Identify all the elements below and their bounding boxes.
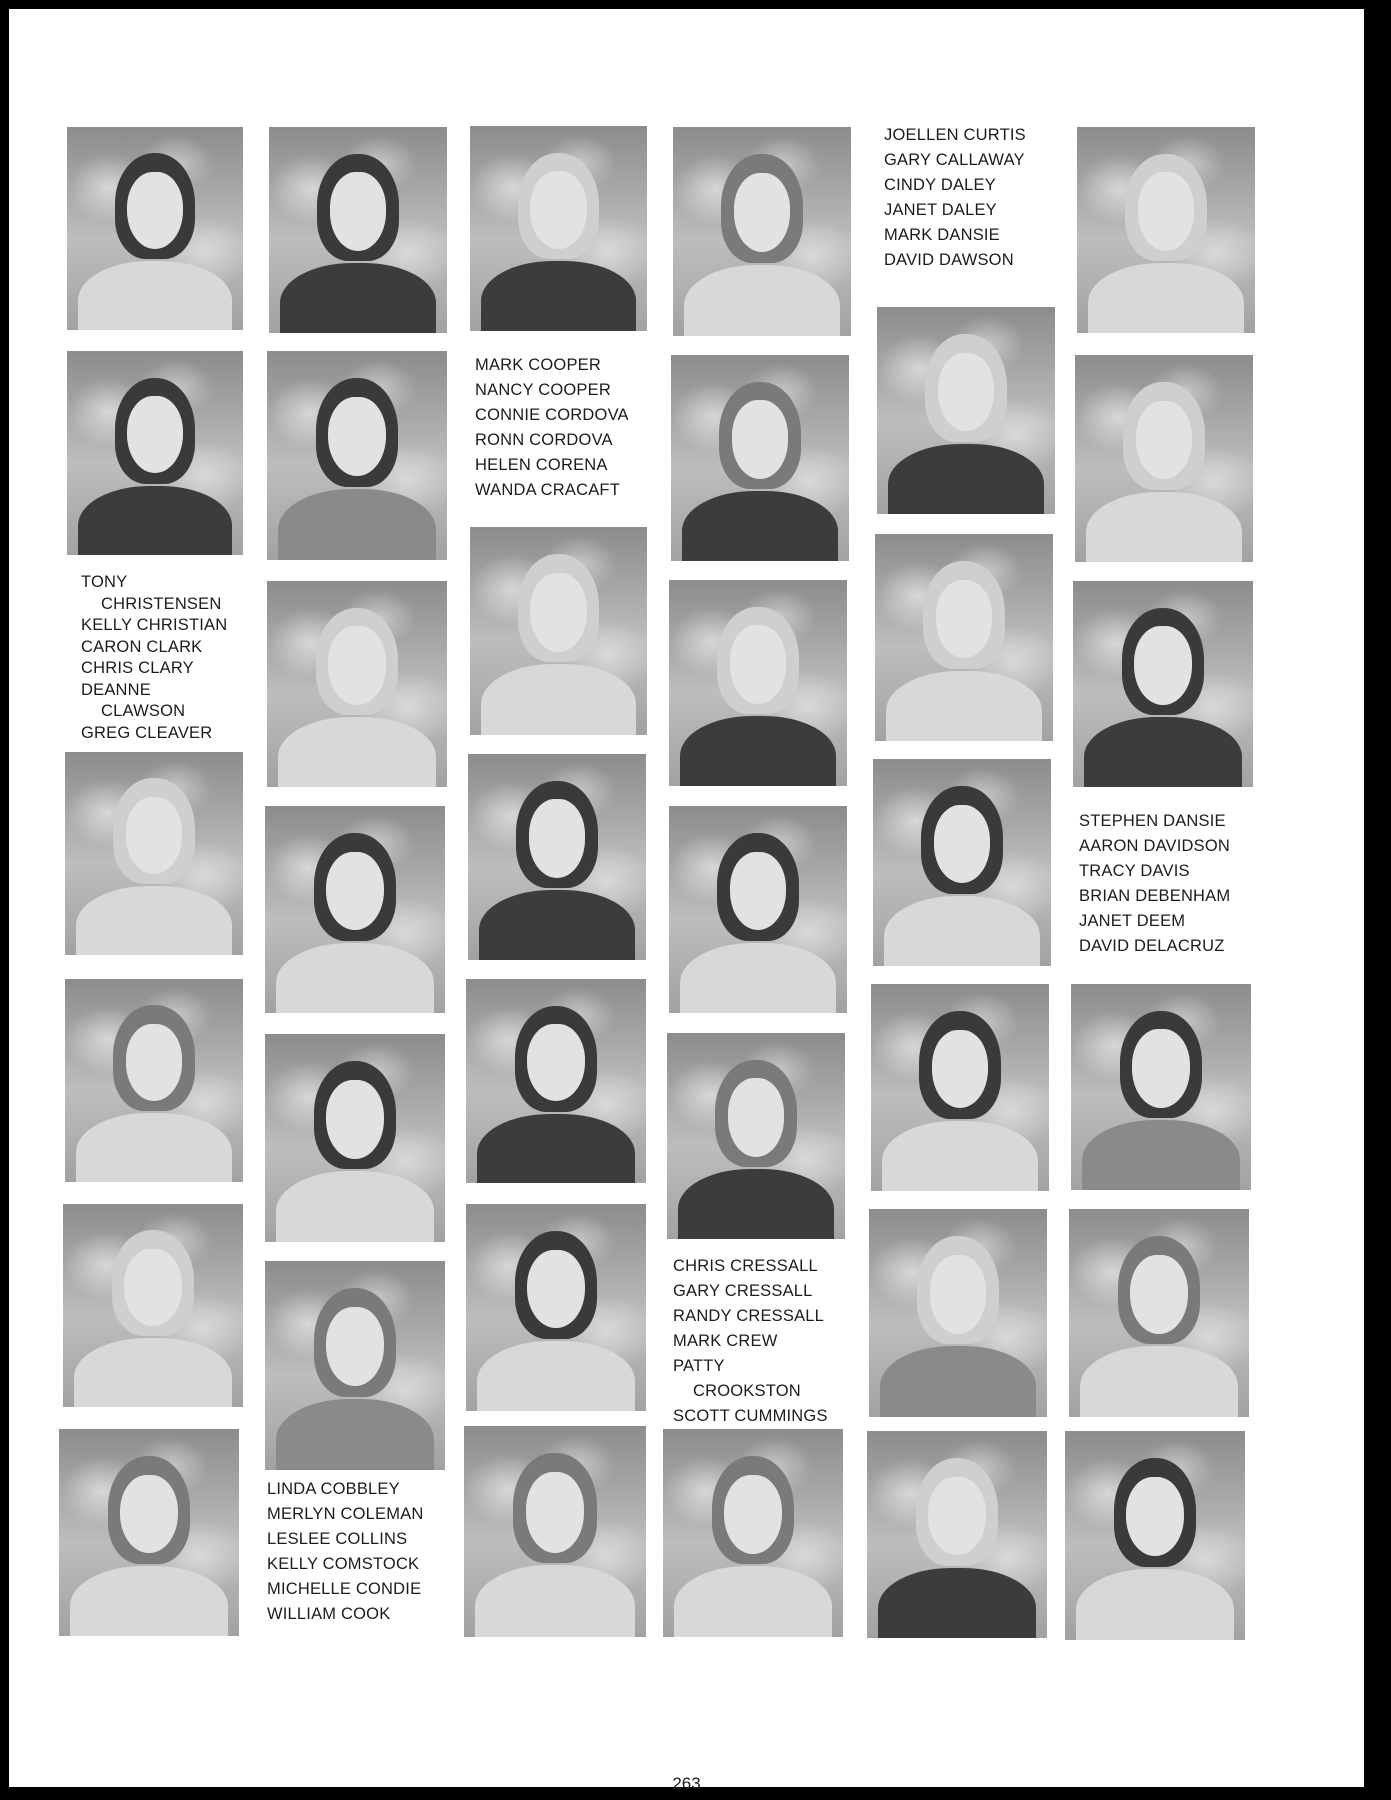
student-name: CHRISTENSEN (101, 594, 222, 613)
student-portrait (673, 127, 851, 336)
student-portrait (466, 1204, 646, 1411)
student-name: WILLIAM COOK (267, 1605, 391, 1623)
student-portrait (466, 979, 646, 1183)
student-portrait (877, 307, 1055, 514)
student-portrait (663, 1429, 843, 1637)
student-name: TONY (81, 573, 128, 591)
student-name: GREG CLEAVER (81, 723, 213, 742)
student-portrait (869, 1209, 1047, 1417)
student-name: AARON DAVIDSON (1079, 837, 1231, 855)
student-name: TRACY DAVIS (1079, 862, 1190, 880)
student-name: WANDA CRACAFT (475, 481, 620, 499)
student-name: MERLYN COLEMAN (267, 1505, 424, 1523)
student-name: MARK COOPER (475, 356, 601, 374)
student-name: CROOKSTON (693, 1382, 801, 1400)
student-portrait (875, 534, 1053, 741)
student-name: CHRIS CLARY (81, 659, 194, 677)
student-portrait (669, 580, 847, 786)
student-name: GARY CRESSALL (673, 1282, 813, 1300)
name-list (1079, 809, 1230, 959)
student-portrait (63, 1204, 243, 1407)
student-name: DEANNE (81, 680, 151, 699)
student-portrait (265, 806, 445, 1013)
student-portrait (1069, 1209, 1249, 1417)
student-name: LINDA COBBLEY (267, 1480, 400, 1498)
student-portrait (267, 351, 447, 560)
name-list (267, 1477, 424, 1627)
student-portrait (269, 127, 447, 333)
student-name: RANDY CRESSALL (673, 1307, 825, 1325)
student-name: CARON CLARK (81, 637, 203, 656)
student-name: JOELLEN CURTIS (884, 126, 1026, 144)
student-name: BRIAN DEBENHAM (1079, 887, 1231, 905)
student-name: CINDY DALEY (884, 176, 996, 194)
student-name: DAVID DAWSON (884, 251, 1014, 269)
student-portrait (67, 351, 243, 555)
student-portrait (671, 355, 849, 561)
student-name: LESLEE COLLINS (267, 1530, 408, 1548)
student-portrait (59, 1429, 239, 1636)
student-name: JANET DALEY (884, 201, 997, 219)
yearbook-page (9, 9, 1364, 1793)
name-list (475, 353, 629, 503)
student-name: MARK DANSIE (884, 226, 1000, 244)
student-portrait (265, 1034, 445, 1242)
student-portrait (1073, 581, 1253, 787)
name-list (884, 123, 1026, 273)
student-portrait (1077, 127, 1255, 333)
student-portrait (470, 527, 647, 735)
student-portrait (65, 979, 243, 1182)
student-portrait (873, 759, 1051, 966)
student-name: MARK CREW (673, 1332, 778, 1350)
student-name: DAVID DELACRUZ (1079, 937, 1225, 955)
student-name: MICHELLE CONDIE (267, 1580, 422, 1598)
student-portrait (65, 752, 243, 955)
student-name: KELLY COMSTOCK (267, 1555, 420, 1573)
student-name: CONNIE CORDOVA (475, 406, 629, 424)
student-portrait (468, 754, 646, 960)
student-portrait (267, 581, 447, 787)
name-list (81, 572, 227, 744)
student-name: KELLY CHRISTIAN (81, 616, 228, 634)
student-portrait (871, 984, 1049, 1191)
student-name: HELEN CORENA (475, 456, 608, 474)
student-name: STEPHEN DANSIE (1079, 812, 1226, 830)
student-name: CLAWSON (101, 702, 186, 720)
student-name: SCOTT CUMMINGS (673, 1407, 828, 1425)
student-portrait (667, 1033, 845, 1239)
student-portrait (1075, 355, 1253, 562)
student-portrait (1071, 984, 1251, 1190)
student-portrait (1065, 1431, 1245, 1640)
student-name: RONN CORDOVA (475, 431, 613, 449)
student-name: PATTY (673, 1357, 725, 1375)
name-list (673, 1254, 828, 1429)
student-name: GARY CALLAWAY (884, 151, 1025, 169)
student-portrait (669, 806, 847, 1013)
student-portrait (67, 127, 243, 330)
student-name: NANCY COOPER (475, 381, 611, 399)
student-name: CHRIS CRESSALL (673, 1257, 818, 1275)
student-portrait (464, 1426, 646, 1637)
page-number: 263 (672, 1774, 701, 1793)
student-portrait (265, 1261, 445, 1470)
student-name: JANET DEEM (1079, 912, 1186, 930)
student-portrait (867, 1431, 1047, 1638)
student-portrait (470, 126, 647, 331)
